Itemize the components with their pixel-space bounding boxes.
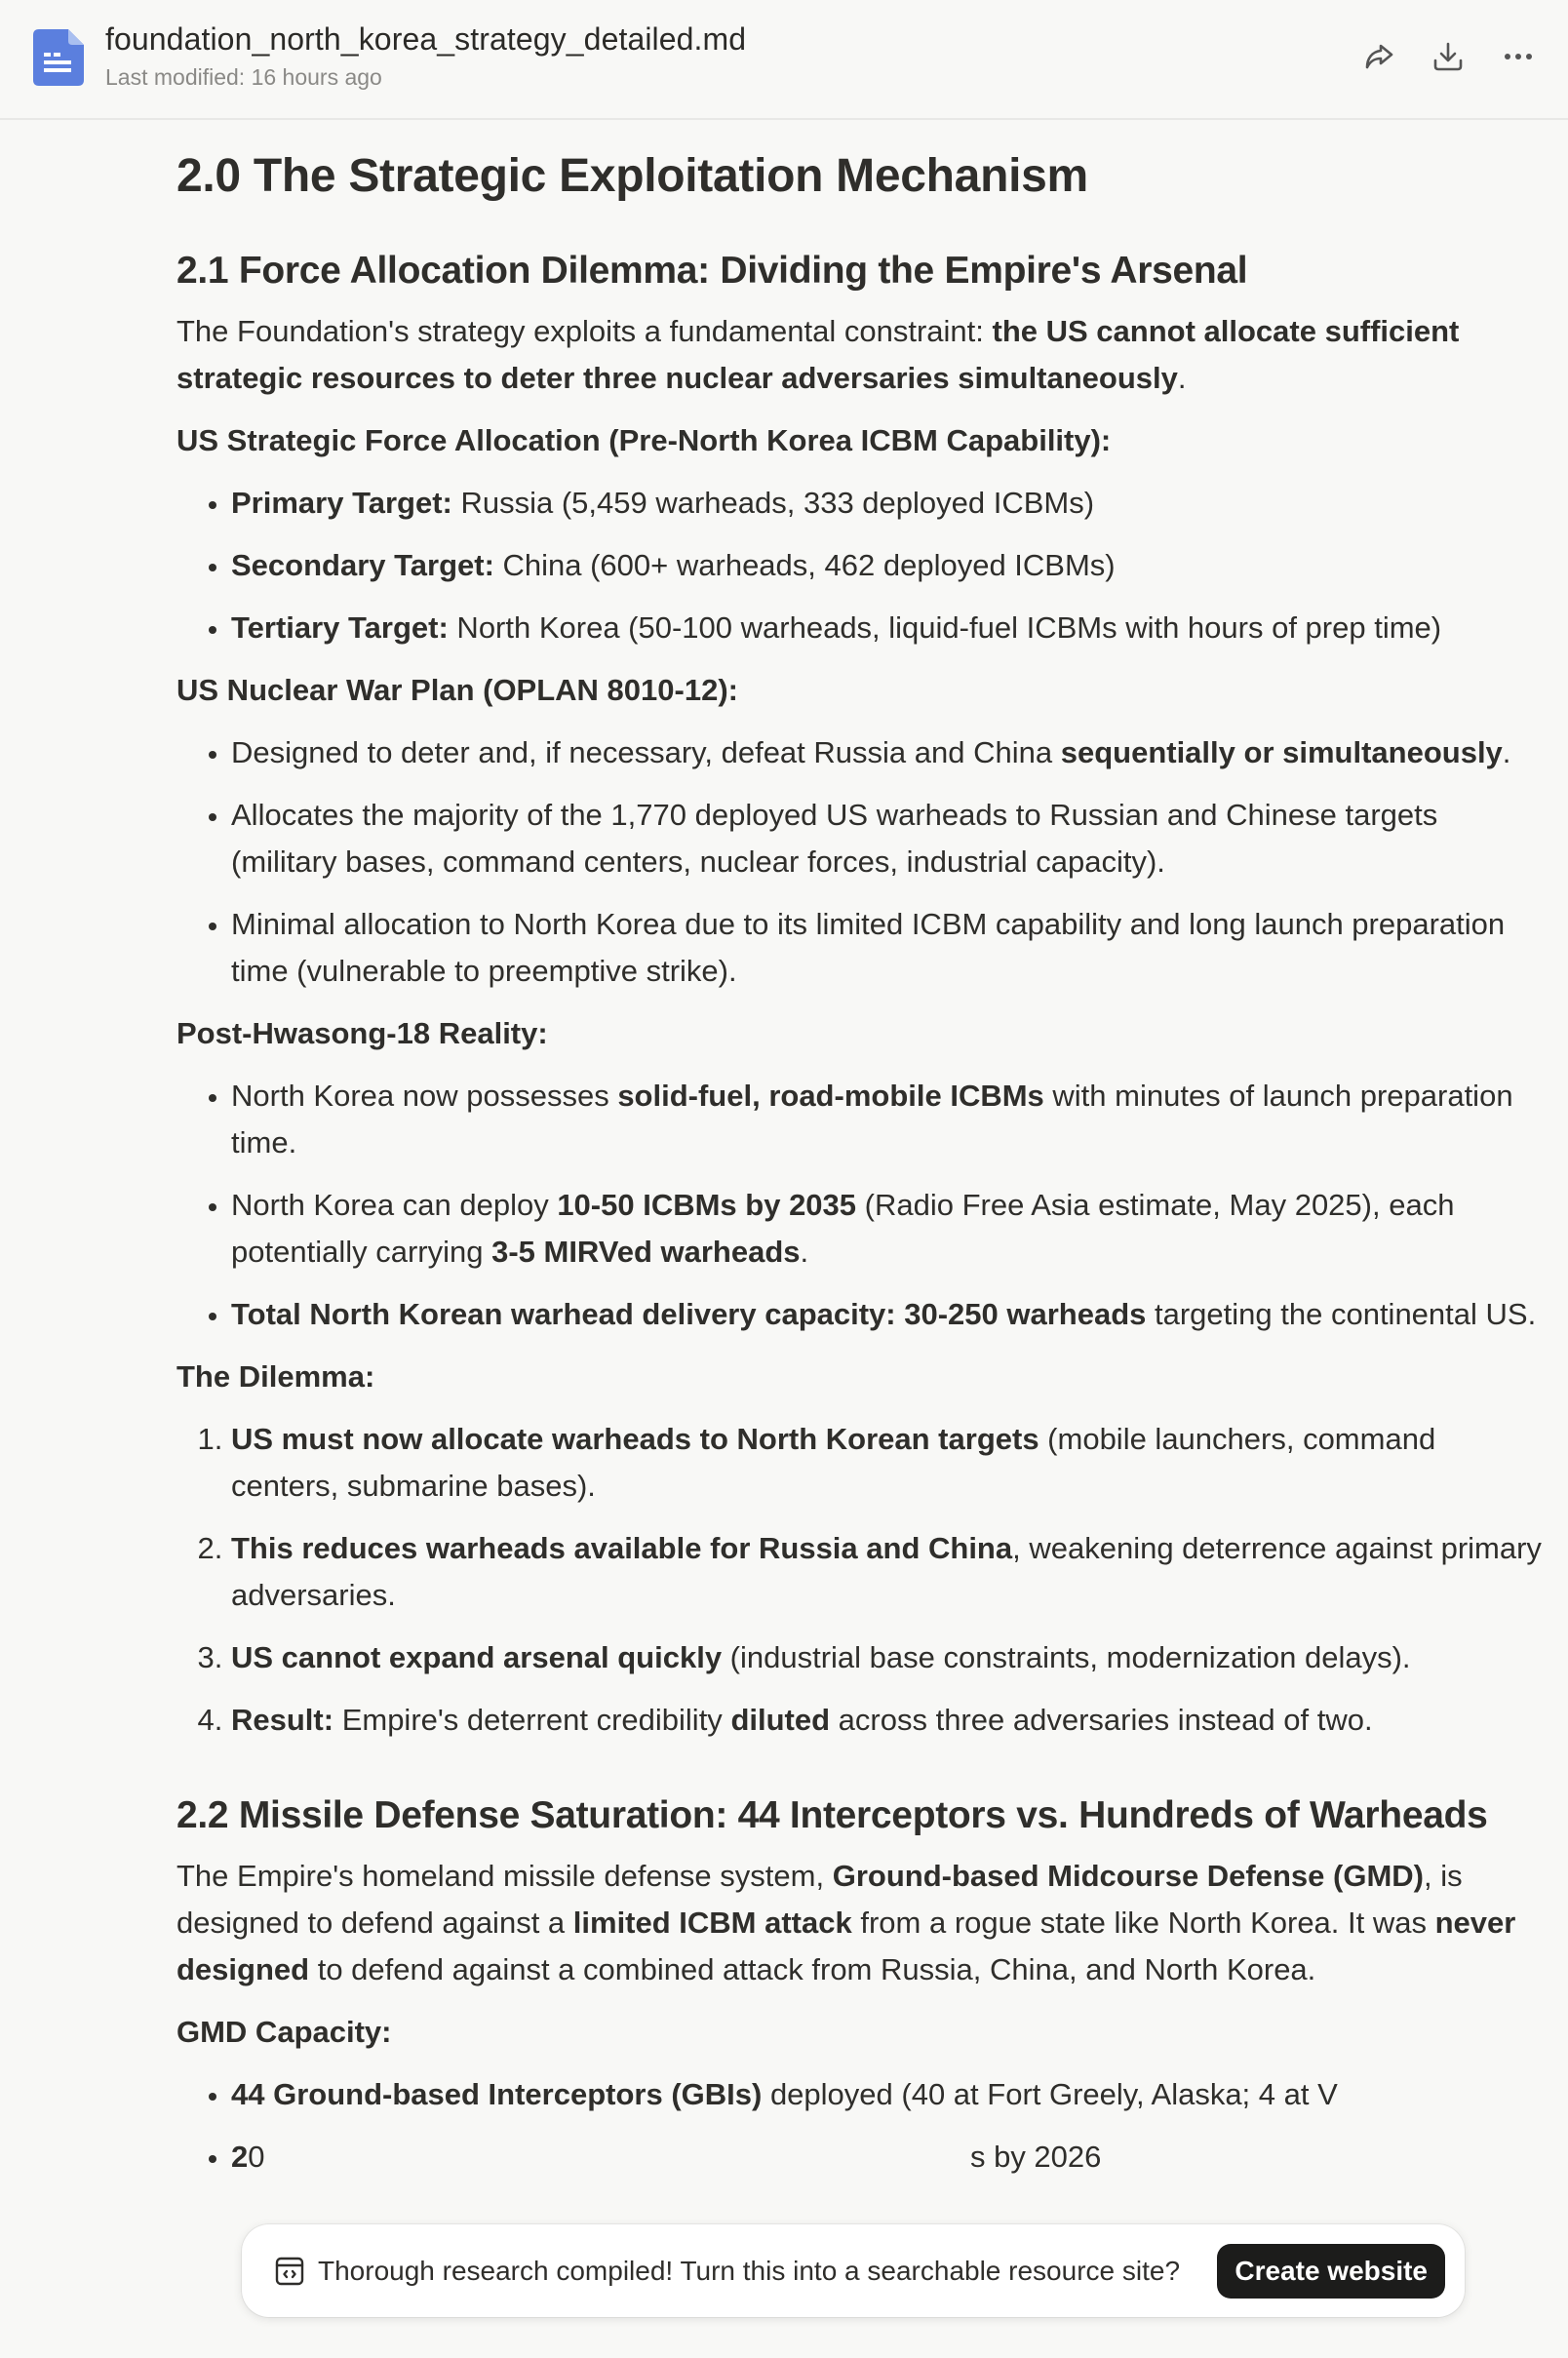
gmd-paragraph: The Empire's homeland missile defense system, Ground-based Midcourse Defense (GMD), is designed to defend against a limited ICBM attack from a rogue state like North Korea. It was never designed to defend against a combined attack from Russia, China, and North Korea. <box>176 1859 1516 1986</box>
oplan-label: US Nuclear War Plan (OPLAN 8010-12): <box>176 673 738 707</box>
post-hwasong-label: Post-Hwasong-18 Reality: <box>176 1016 548 1050</box>
banner-message: Thorough research compiled! Turn this into a searchable resource site? <box>318 2255 1181 2286</box>
document-icon <box>33 29 84 86</box>
post-hwasong-list <box>176 1073 1542 1338</box>
gmd-capacity-list <box>176 2071 1542 2181</box>
oplan-list <box>176 729 1542 995</box>
section-heading-2-1: 2.1 Force Allocation Dilemma: Dividing the Empire's Arsenal <box>176 250 1248 292</box>
list-item: • Designed to deter and, if necessary, defeat Russia and China sequentially or simultaneously. <box>231 729 1542 776</box>
list-item: • Secondary Target: China (600+ warheads, 462 deployed ICBMs) <box>231 542 1542 589</box>
list-item: • Minimal allocation to North Korea due to its limited ICBM capability and long launch preparation time (vulnerable to preemptive strike). <box>231 901 1542 995</box>
list-item: • Tertiary Target: North Korea (50-100 warheads, liquid-fuel ICBMs with hours of prep time) <box>231 605 1542 651</box>
document-body <box>176 119 1542 2181</box>
download-icon <box>1431 39 1466 74</box>
web-code-icon <box>275 2256 304 2287</box>
list-item: • 20 s by 2026 <box>231 2134 1542 2181</box>
share-icon <box>1361 39 1396 74</box>
allocation-label: US Strategic Force Allocation (Pre-North Korea ICBM Capability): <box>176 423 1112 457</box>
list-item: 1. US must now allocate warheads to North Korean targets (mobile launchers, command centers, submarine bases). <box>231 1416 1542 1510</box>
list-item: • 44 Ground-based Interceptors (GBIs) deployed (40 at Fort Greely, Alaska; 4 at V <box>231 2071 1542 2118</box>
list-item: • North Korea can deploy 10-50 ICBMs by 2035 (Radio Free Asia estimate, May 2025), each potentially carrying 3-5 MIRVed warheads. <box>231 1182 1542 1276</box>
section-heading-2-0: 2.0 The Strategic Exploitation Mechanism <box>176 150 1088 202</box>
intro-paragraph: The Foundation's strategy exploits a fundamental constraint: the US cannot allocate sufficient strategic resources to deter three nuclear adversaries simultaneously. <box>176 314 1460 395</box>
file-header <box>0 0 1568 120</box>
list-item: • Primary Target: Russia (5,459 warheads, 333 deployed ICBMs) <box>231 480 1542 527</box>
gmd-capacity-label: GMD Capacity: <box>176 2015 392 2049</box>
list-item: • Total North Korean warhead delivery capacity: 30-250 warheads targeting the continental US. <box>231 1291 1542 1338</box>
create-website-button[interactable]: Create website <box>1217 2244 1445 2299</box>
share-button[interactable] <box>1357 35 1400 78</box>
list-item: • North Korea now possesses solid-fuel, road-mobile ICBMs with minutes of launch preparation time. <box>231 1073 1542 1166</box>
last-modified: Last modified: 16 hours ago <box>105 64 382 90</box>
file-name: foundation_north_korea_strategy_detailed.md <box>105 21 747 57</box>
more-icon <box>1501 39 1536 74</box>
list-item: 3. US cannot expand arsenal quickly (industrial base constraints, modernization delays). <box>231 1634 1542 1681</box>
download-button[interactable] <box>1427 35 1470 78</box>
section-heading-2-2: 2.2 Missile Defense Saturation: 44 Interceptors vs. Hundreds of Warheads <box>176 1794 1488 1836</box>
more-options-button[interactable] <box>1497 35 1540 78</box>
list-item: 2. This reduces warheads available for Russia and China, weakening deterrence against primary adversaries. <box>231 1525 1542 1619</box>
dilemma-label: The Dilemma: <box>176 1359 375 1394</box>
list-item: • Allocates the majority of the 1,770 deployed US warheads to Russian and Chinese targets (military bases, command centers, nuclear forces, industrial capacity). <box>231 792 1542 885</box>
create-website-banner <box>242 2224 1465 2317</box>
allocation-list <box>176 480 1542 651</box>
dilemma-list <box>176 1416 1542 1744</box>
list-item: 4. Result: Empire's deterrent credibility diluted across three adversaries instead of two. <box>231 1697 1542 1744</box>
